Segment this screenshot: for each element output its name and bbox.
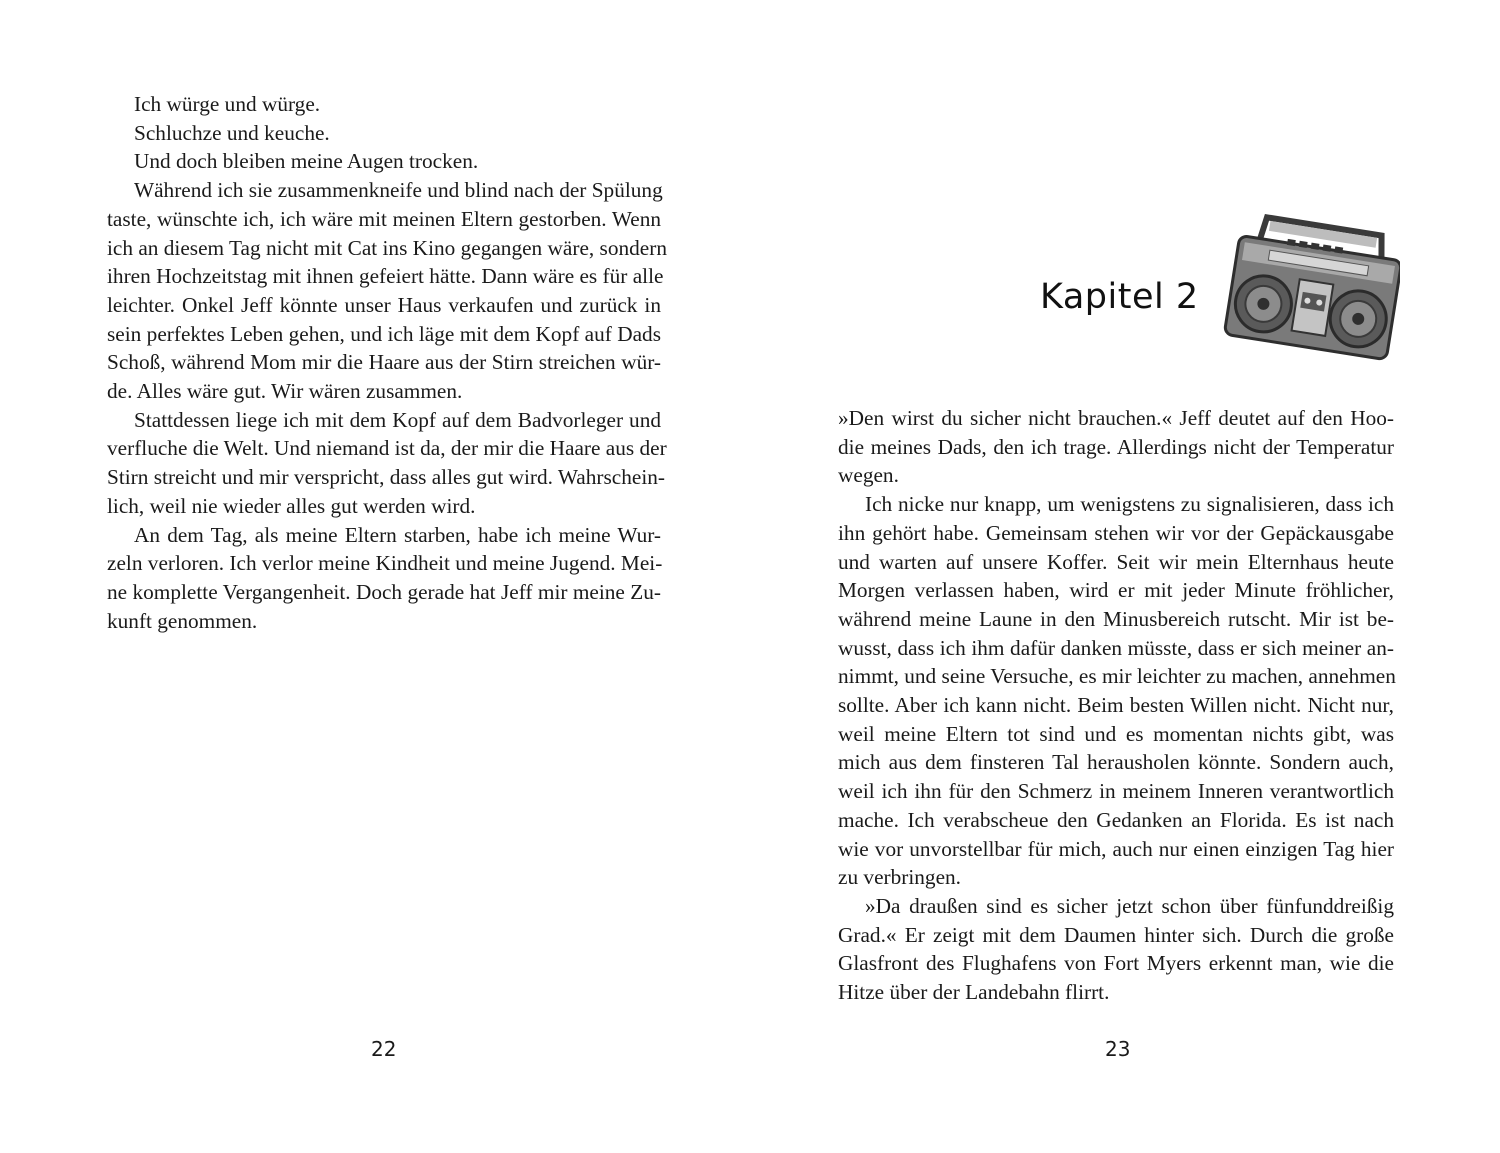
text-line: mache. Ich verabscheue den Gedanken an Florida. Es ist nach <box>838 807 1394 832</box>
text-line: Morgen verlassen haben, wird er mit jeder Minute fröhlicher, <box>838 578 1394 603</box>
text-line: An dem Tag, als meine Eltern starben, habe ich meine Wur- <box>134 522 661 547</box>
text-line: weil ich ihn für den Schmerz in meinem Inneren verantwortlich <box>838 779 1394 804</box>
text-line: weil meine Eltern tot sind und es momentan nichts gibt, was <box>838 721 1394 746</box>
text-line: Ich nicke nur knapp, um wenigstens zu signalisieren, dass ich <box>865 492 1394 517</box>
text-line: ihren Hochzeitstag mit ihnen gefeiert hätte. Dann wäre es für alle <box>107 264 664 289</box>
text-line: kunft genommen. <box>107 608 258 633</box>
text-line: Ich würge und würge. <box>134 92 321 116</box>
text-line: verfluche die Welt. Und niemand ist da, der mir die Haare aus der <box>107 436 667 461</box>
text-line: Grad.« Er zeigt mit dem Daumen hinter sich. Durch die große <box>838 922 1394 947</box>
text-line: zu verbringen. <box>838 865 961 890</box>
text-line: »Da draußen sind es sicher jetzt schon über fünfunddreißig <box>865 893 1394 918</box>
text-line: wie vor unvorstellbar für mich, auch nur einen einzigen Tag hier <box>838 836 1394 861</box>
text-line: zeln verloren. Ich verlor meine Kindheit und meine Jugend. Mei- <box>107 551 663 576</box>
text-line: Stirn streicht und mir verspricht, dass alles gut wird. Wahrschein- <box>107 465 666 490</box>
chapter-title: Kapitel 2 <box>1040 277 1199 317</box>
text-line: nimmt, und seine Versuche, es mir leichter zu machen, annehmen <box>838 664 1396 689</box>
text-line: Während ich sie zusammenkneife und blind nach der Spülung <box>134 178 663 203</box>
text-line: mich aus dem finsteren Tal herausholen könnte. Sondern auch, <box>838 750 1394 775</box>
text-line: Hitze über der Landebahn flirrt. <box>838 980 1110 1005</box>
text-line: sein perfektes Leben gehen, und ich läge mit dem Kopf auf Dads <box>107 321 661 346</box>
boombox-icon <box>1220 213 1400 363</box>
text-line: Schluchze und keuche. <box>134 120 330 145</box>
text-line: die meines Dads, den ich trage. Allerdings nicht der Temperatur <box>838 434 1394 459</box>
text-line: lich, weil nie wieder alles gut werden wird. <box>107 493 476 518</box>
text-line: sollte. Aber ich kann nicht. Beim besten Willen nicht. Nicht nur, <box>838 693 1394 718</box>
text-line: ihn gehört habe. Gemeinsam stehen wir vor der Gepäckausgabe <box>838 520 1394 545</box>
page-number-left: 22 <box>371 1037 397 1061</box>
text-line: ne komplette Vergangenheit. Doch gerade hat Jeff mir meine Zu- <box>107 579 661 604</box>
text-line: »Den wirst du sicher nicht brauchen.« Jeff deutet auf den Hoo- <box>838 406 1394 430</box>
text-line: Stattdessen liege ich mit dem Kopf auf dem Badvorleger und <box>134 407 661 432</box>
text-line: ich an diesem Tag nicht mit Cat ins Kino gegangen wäre, sondern <box>107 235 667 260</box>
left-page-body <box>107 90 667 635</box>
text-line: Schoß, während Mom mir die Haare aus der Stirn streichen wür- <box>107 350 661 375</box>
text-line: Glasfront des Flughafens von Fort Myers erkennt man, wie die <box>838 951 1394 976</box>
text-line: taste, wünschte ich, ich wäre mit meinen Eltern gestorben. Wenn <box>107 206 661 231</box>
text-line: während meine Laune in den Minusbereich rutscht. Mir ist be- <box>838 606 1394 631</box>
page-number-right: 23 <box>1105 1037 1131 1061</box>
text-line: Und doch bleiben meine Augen trocken. <box>134 149 479 174</box>
text-line: leichter. Onkel Jeff könnte unser Haus verkaufen und zurück in <box>107 292 661 317</box>
text-line: wegen. <box>838 463 899 488</box>
text-line: und warten auf unsere Koffer. Seit wir mein Elternhaus heute <box>838 549 1394 574</box>
text-line: wusst, dass ich ihm dafür danken müsste, dass er sich meiner an- <box>838 635 1394 660</box>
right-page-body <box>838 404 1394 1007</box>
text-line: de. Alles wäre gut. Wir wären zusammen. <box>107 379 463 404</box>
